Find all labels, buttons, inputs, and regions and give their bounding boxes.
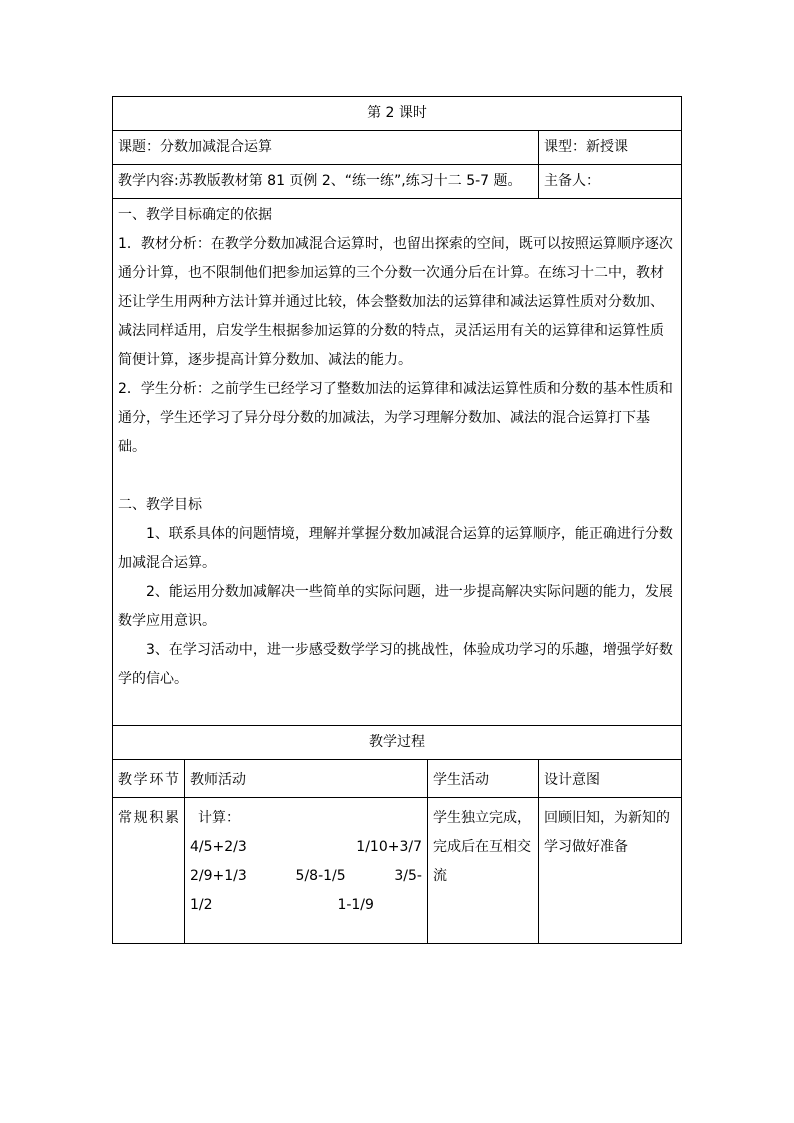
calc-line-2 bbox=[190, 862, 422, 891]
topic-row bbox=[113, 131, 682, 165]
goals-heading: 二、教学目标 bbox=[118, 497, 202, 513]
topic-cell: 课题：分数加减混合运算 bbox=[113, 131, 539, 165]
textbook-analysis: 1．教材分析：在教学分数加减混合运算时，也留出探索的空间，既可以按照运算顺序逐次通分计算，也不限制他们把参加运算的三个分数一次通分后在计算。在练习十二中，教材还让学生用两种方法计算并通过比较，体会整数加法的运算律和减法运算性质对分数加、减法同样适用，启发学生根据参加运算的分数的特点，灵活运用有关的运算律和运算性质简便计算，逐步提高计算分数加、减法的能力。 bbox=[118, 236, 673, 368]
teacher-activity-cell bbox=[185, 798, 428, 944]
lesson-plan bbox=[112, 96, 681, 944]
teacher-header: 教师活动 bbox=[185, 760, 428, 798]
objectives-row bbox=[113, 199, 682, 726]
expression: 4/5+2/3 bbox=[190, 839, 247, 855]
process-row bbox=[113, 798, 682, 944]
intent-cell: 回顾旧知，为新知的学习做好准备 bbox=[539, 798, 682, 944]
process-title: 教学过程 bbox=[113, 726, 682, 760]
objectives-cell bbox=[113, 199, 682, 726]
goal-3: 3、在学习活动中，进一步感受数学学习的挑战性，体验成功学习的乐趣，增强学好数学的信心。 bbox=[118, 642, 673, 687]
blank-line bbox=[118, 694, 676, 723]
expression: 1-1/9 bbox=[337, 897, 374, 913]
basis-heading: 一、教学目标确定的依据 bbox=[118, 207, 272, 223]
expression: 1/10+3/7 bbox=[356, 839, 422, 855]
goal-1: 1、联系具体的问题情境，理解并掌握分数加减混合运算的运算顺序，能正确进行分数加减混合运算。 bbox=[118, 526, 673, 571]
expression: 2/9+1/3 bbox=[190, 868, 247, 884]
lesson-plan-table bbox=[112, 96, 682, 944]
lesson-number: 第 2 课时 bbox=[113, 97, 682, 131]
stage-header: 教学环节 bbox=[113, 760, 185, 798]
content-cell: 教学内容:苏教版教材第 81 页例 2、“练一练”,练习十二 5-7 题。 bbox=[113, 165, 539, 199]
stage-cell: 常规积累 bbox=[113, 798, 185, 944]
calc-line-3 bbox=[190, 891, 422, 920]
calc-label: 计算： bbox=[198, 810, 240, 826]
calc-line-1 bbox=[190, 833, 422, 862]
intent-header: 设计意图 bbox=[539, 760, 682, 798]
student-header: 学生活动 bbox=[428, 760, 539, 798]
preparer-cell: 主备人： bbox=[539, 165, 682, 199]
process-title-row bbox=[113, 726, 682, 760]
content-row bbox=[113, 165, 682, 199]
lesson-type-cell: 课型：新授课 bbox=[539, 131, 682, 165]
process-header-row bbox=[113, 760, 682, 798]
expression: 3/5- bbox=[394, 868, 422, 884]
blank-line bbox=[118, 462, 676, 491]
lesson-number-row bbox=[113, 97, 682, 131]
expression: 5/8-1/5 bbox=[295, 868, 346, 884]
goal-2: 2、能运用分数加减解决一些简单的实际问题，进一步提高解决实际问题的能力，发展数学应用意识。 bbox=[118, 584, 673, 629]
expression: 1/2 bbox=[190, 897, 213, 913]
student-analysis: 2．学生分析：之前学生已经学习了整数加法的运算律和减法运算性质和分数的基本性质和通分，学生还学习了异分母分数的加减法，为学习理解分数加、减法的混合运算打下基础。 bbox=[118, 381, 673, 455]
student-activity-cell: 学生独立完成，完成后在互相交流 bbox=[428, 798, 539, 944]
